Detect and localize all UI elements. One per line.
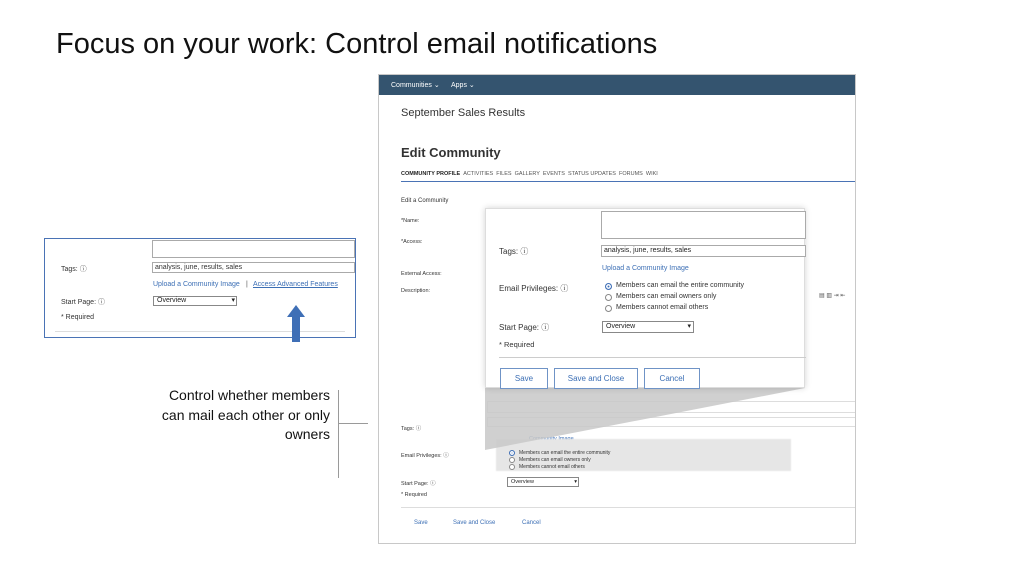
tab-activities[interactable]: ACTIVITIES xyxy=(463,171,494,177)
help-icon[interactable]: ⓘ xyxy=(430,481,436,487)
inset-upload-link[interactable]: Upload a Community Image xyxy=(153,281,240,288)
nav-apps[interactable]: Apps ⌄ xyxy=(451,82,475,89)
email-option-3: Members cannot email others xyxy=(519,464,585,470)
inset-start-page-select[interactable]: Overview ▾ xyxy=(153,296,237,306)
breadcrumb: September Sales Results xyxy=(401,107,526,119)
inset-divider xyxy=(55,331,345,332)
nav-communities[interactable]: Communities ⌄ xyxy=(391,82,440,89)
tab-community-profile[interactable]: COMMUNITY PROFILE xyxy=(401,171,461,177)
popup-email-option-3: Members cannot email others xyxy=(616,304,709,311)
tab-wiki[interactable]: WIKI xyxy=(645,171,658,177)
top-nav-bar xyxy=(379,75,856,95)
arrow-stem xyxy=(292,316,300,342)
popup-required-note: * Required xyxy=(499,340,535,349)
tab-strip xyxy=(401,171,658,177)
popup-email-radio-3[interactable] xyxy=(605,305,612,312)
tab-events[interactable]: EVENTS xyxy=(542,171,565,177)
access-label: *Access: xyxy=(401,239,423,245)
chevron-down-icon: ⌄ xyxy=(468,82,475,89)
section-title: Edit a Community xyxy=(401,198,449,204)
external-access-label: External Access: xyxy=(401,271,442,277)
description-label: Description: xyxy=(401,288,431,294)
start-page-label: Start Page: ⓘ xyxy=(401,481,436,487)
email-option-radio-3[interactable] xyxy=(509,464,515,470)
page-heading: Edit Community xyxy=(401,145,501,160)
email-privileges-label: Email Privileges: ⓘ xyxy=(401,453,449,459)
tab-files[interactable]: FILES xyxy=(496,171,512,177)
help-icon[interactable]: ⓘ xyxy=(79,266,87,273)
chevron-down-icon: ▾ xyxy=(231,297,235,304)
access-advanced-features-link[interactable]: Access Advanced Features xyxy=(253,281,338,288)
tab-status-updates[interactable]: STATUS UPDATES xyxy=(567,171,616,177)
popup-upload-link[interactable]: Upload a Community Image xyxy=(602,265,689,272)
chevron-down-icon: ▾ xyxy=(687,323,691,330)
start-page-select[interactable]: Overview ▾ xyxy=(507,477,579,487)
form-divider xyxy=(401,507,856,508)
zoom-wedge xyxy=(485,388,805,450)
tab-underline xyxy=(401,181,856,182)
popup-divider xyxy=(499,357,806,358)
popup-email-option-2: Members can email owners only xyxy=(616,293,717,300)
name-label: *Name: xyxy=(401,218,420,224)
help-icon[interactable]: ⓘ xyxy=(415,426,422,432)
popup-email-radio-1[interactable] xyxy=(605,283,612,290)
help-icon[interactable]: ⓘ xyxy=(443,453,449,459)
save-and-close-button[interactable]: Save and Close xyxy=(453,520,496,526)
email-option-2: Members can email owners only xyxy=(519,457,591,463)
callout-bracket xyxy=(338,390,339,478)
help-icon[interactable]: ⓘ xyxy=(97,299,105,306)
popup-save-and-close-button[interactable]: Save and Close xyxy=(554,368,638,389)
popup-email-radio-2[interactable] xyxy=(605,294,612,301)
inset-top-field[interactable] xyxy=(152,240,355,258)
inset-start-page-label: Start Page: ⓘ xyxy=(61,299,105,306)
tab-gallery[interactable]: GALLERY xyxy=(514,171,540,177)
tab-forums[interactable]: FORUMS xyxy=(619,171,643,177)
chevron-down-icon: ⌄ xyxy=(433,82,440,89)
advanced-features-inset xyxy=(44,238,356,338)
callout-pointer xyxy=(338,423,368,424)
email-option-radio-1[interactable] xyxy=(509,450,515,456)
help-icon[interactable]: ⓘ xyxy=(560,284,569,293)
cancel-button[interactable]: Cancel xyxy=(522,520,541,526)
email-option-radio-2[interactable] xyxy=(509,457,515,463)
popup-start-page-select[interactable]: Overview ▾ xyxy=(602,321,694,333)
popup-tags-label: Tags: ⓘ xyxy=(499,247,529,256)
required-note: * Required xyxy=(401,492,427,498)
popup-tags-input[interactable]: analysis, june, results, sales xyxy=(601,245,806,257)
email-option-1: Members can email the entire community xyxy=(519,450,611,456)
inset-tags-input[interactable]: analysis, june, results, sales xyxy=(152,262,355,273)
editor-toolbar-icons[interactable]: ▤ ▥ ⇥ ⇤ xyxy=(819,293,846,299)
popup-email-option-1: Members can email the entire community xyxy=(616,282,744,289)
inset-tags-label: Tags: ⓘ xyxy=(61,266,87,273)
zoomed-form-popup xyxy=(485,208,805,388)
help-icon[interactable]: ⓘ xyxy=(541,323,550,332)
slide-title: Focus on your work: Control email notifications xyxy=(56,28,658,60)
save-button[interactable]: Save xyxy=(414,520,428,526)
popup-start-page-label: Start Page: ⓘ xyxy=(499,323,550,332)
callout-text: Control whether members can mail each other or only owners xyxy=(161,387,330,442)
popup-save-button[interactable]: Save xyxy=(500,368,548,389)
inset-required-note: * Required xyxy=(61,314,95,321)
popup-email-label: Email Privileges: ⓘ xyxy=(499,284,569,293)
tags-label: Tags: ⓘ xyxy=(401,426,422,432)
zoom-wedge-shape xyxy=(485,388,805,450)
popup-name-field[interactable] xyxy=(601,211,806,239)
link-divider: | xyxy=(246,281,248,288)
popup-cancel-button[interactable]: Cancel xyxy=(644,368,700,389)
help-icon[interactable]: ⓘ xyxy=(520,247,529,256)
chevron-down-icon: ▾ xyxy=(574,479,577,485)
